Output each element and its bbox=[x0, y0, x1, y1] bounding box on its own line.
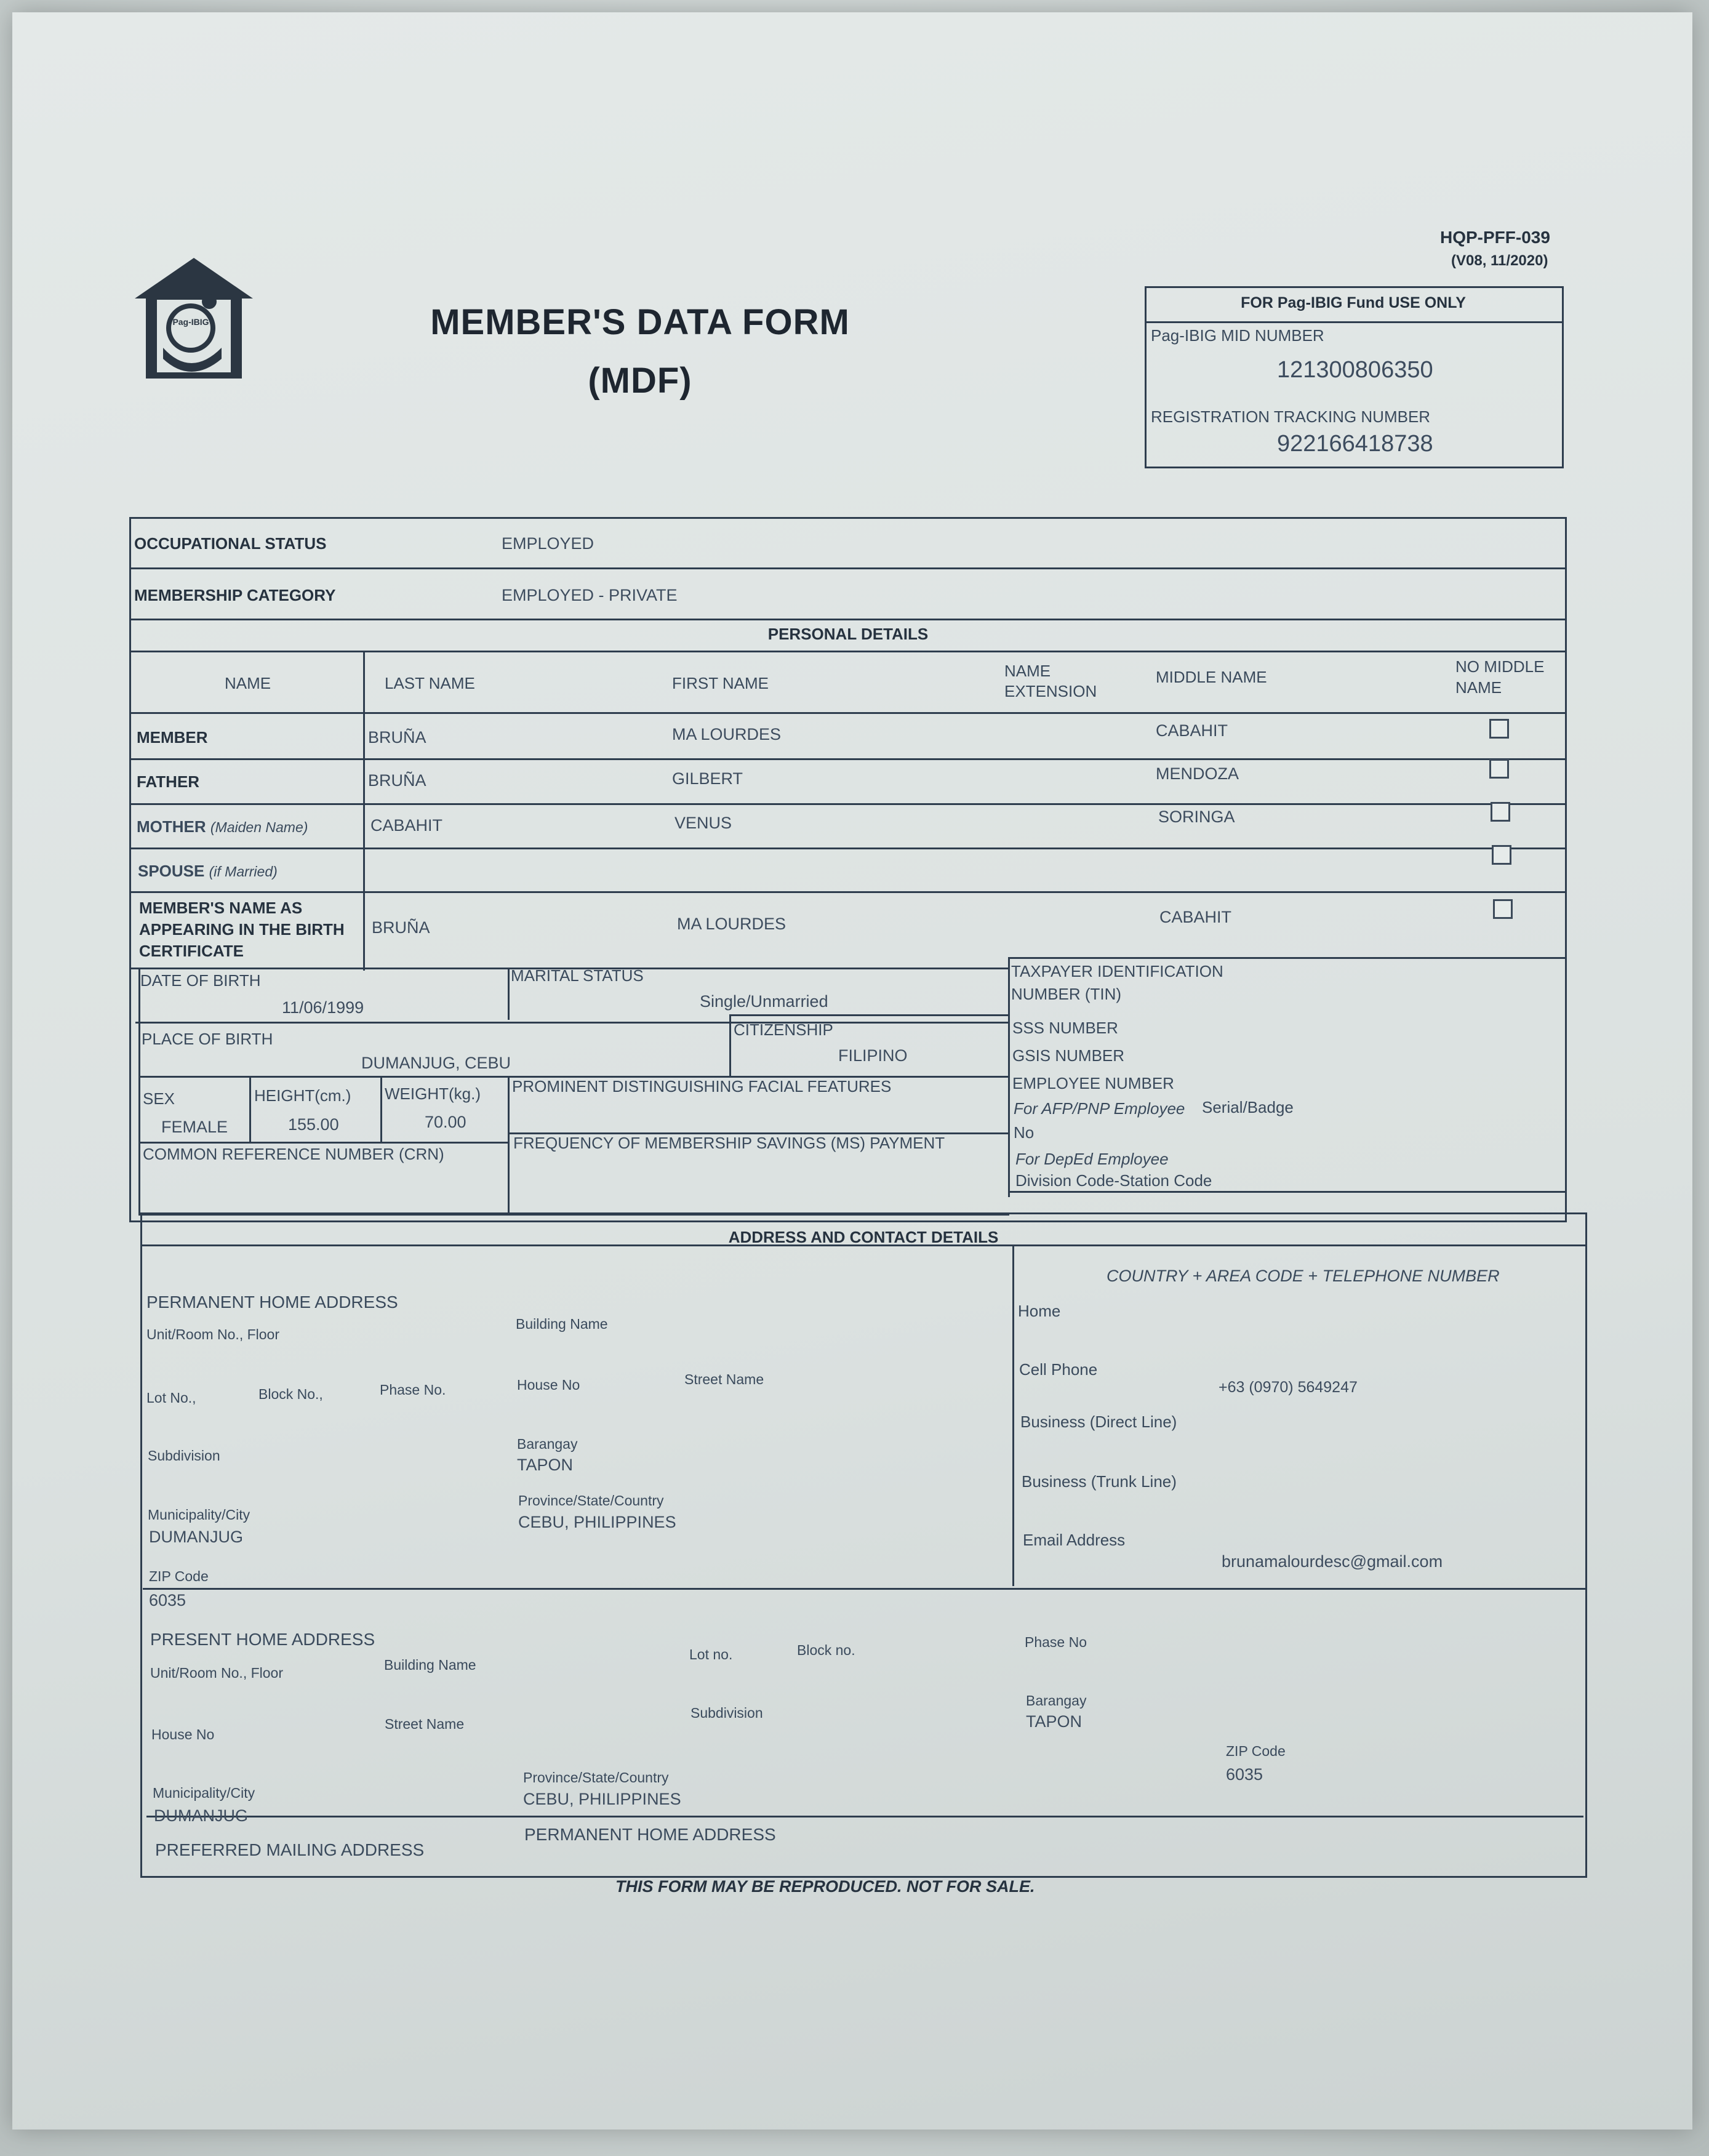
spouse-label: SPOUSE bbox=[138, 862, 205, 880]
pres-street-label: Street Name bbox=[385, 1716, 465, 1732]
form-code: HQP-PFF-039 bbox=[1440, 228, 1550, 247]
membership-category-label: MEMBERSHIP CATEGORY bbox=[134, 586, 336, 604]
father-middle-name: MENDOZA bbox=[1156, 764, 1239, 783]
perm-building-label: Building Name bbox=[516, 1316, 608, 1332]
afp-pnp-label: For AFP/PNP Employee bbox=[1014, 1099, 1185, 1118]
col-middle-name: MIDDLE NAME bbox=[1156, 668, 1267, 686]
business-direct-label: Business (Direct Line) bbox=[1020, 1413, 1177, 1431]
col-name: NAME bbox=[225, 674, 271, 692]
col-no-middle-1: NO MIDDLE bbox=[1455, 657, 1545, 676]
email-value: brunamalourdesc@gmail.com bbox=[1222, 1552, 1443, 1571]
row-member-label: MEMBER bbox=[137, 728, 208, 747]
perm-zip-label: ZIP Code bbox=[149, 1568, 209, 1584]
business-trunk-label: Business (Trunk Line) bbox=[1022, 1472, 1177, 1491]
pres-lot-label: Lot no. bbox=[689, 1646, 733, 1662]
father-no-middle-checkbox[interactable] bbox=[1489, 759, 1509, 779]
perm-barangay-label: Barangay bbox=[517, 1436, 578, 1452]
occupational-status-label: OCCUPATIONAL STATUS bbox=[134, 534, 327, 553]
marital-label: MARITAL STATUS bbox=[511, 966, 644, 985]
col-last-name: LAST NAME bbox=[385, 674, 475, 692]
mid-value: 121300806350 bbox=[1277, 357, 1433, 383]
pres-province-label: Province/State/Country bbox=[523, 1769, 669, 1785]
mother-no-middle-checkbox[interactable] bbox=[1491, 802, 1510, 822]
logo-text: Pag-IBIG bbox=[172, 317, 209, 327]
mother-last-name: CABAHIT bbox=[370, 816, 443, 835]
home-phone-label: Home bbox=[1018, 1302, 1061, 1320]
membership-category-value: EMPLOYED - PRIVATE bbox=[502, 586, 678, 604]
form-version: (V08, 11/2020) bbox=[1451, 252, 1548, 269]
mother-middle-name: SORINGA bbox=[1158, 807, 1235, 826]
height-label: HEIGHT(cm.) bbox=[254, 1086, 351, 1105]
tin-label-1: TAXPAYER IDENTIFICATION bbox=[1011, 962, 1223, 980]
perm-unit-label: Unit/Room No., Floor bbox=[146, 1326, 280, 1342]
frequency-label: FREQUENCY OF MEMBERSHIP SAVINGS (MS) PAYMENT bbox=[513, 1134, 945, 1152]
pres-barangay-value: TAPON bbox=[1026, 1712, 1083, 1731]
afp-pnp-label-2: Serial/Badge bbox=[1202, 1098, 1294, 1116]
pob-label: PLACE OF BIRTH bbox=[142, 1030, 273, 1048]
father-last-name: BRUÑA bbox=[368, 771, 426, 790]
present-address-label: PRESENT HOME ADDRESS bbox=[150, 1630, 375, 1649]
mother-first-name: VENUS bbox=[674, 814, 732, 832]
father-first-name: GILBERT bbox=[672, 769, 743, 788]
afp-pnp-label-3: No bbox=[1014, 1123, 1035, 1142]
pres-barangay-label: Barangay bbox=[1026, 1693, 1087, 1709]
office-use-header: FOR Pag-IBIG Fund USE ONLY bbox=[1241, 294, 1466, 311]
perm-municipality-label: Municipality/City bbox=[148, 1507, 250, 1523]
pres-zip-label: ZIP Code bbox=[1226, 1743, 1286, 1759]
member-first-name: MA LOURDES bbox=[672, 725, 782, 743]
perm-province-value: CEBU, PHILIPPINES bbox=[518, 1513, 676, 1531]
perm-lot-label: Lot No., bbox=[146, 1390, 196, 1406]
mother-label-note: (Maiden Name) bbox=[210, 819, 308, 835]
pag-ibig-logo bbox=[132, 255, 255, 385]
pres-unit-label: Unit/Room No., Floor bbox=[150, 1665, 284, 1681]
citizenship-value: FILIPINO bbox=[838, 1046, 908, 1065]
citizenship-label: CITIZENSHIP bbox=[734, 1020, 833, 1039]
sex-value: FEMALE bbox=[161, 1118, 228, 1136]
perm-barangay-value: TAPON bbox=[517, 1456, 574, 1474]
birth-cert-label-3: CERTIFICATE bbox=[139, 942, 244, 960]
mailing-address-label: PREFERRED MAILING ADDRESS bbox=[155, 1840, 425, 1859]
employee-number-label: EMPLOYEE NUMBER bbox=[1012, 1074, 1174, 1092]
pres-municipality-label: Municipality/City bbox=[153, 1785, 255, 1801]
member-last-name: BRUÑA bbox=[368, 728, 426, 747]
birth-cert-label-2: APPEARING IN THE BIRTH bbox=[139, 920, 345, 939]
dob-value: 11/06/1999 bbox=[282, 998, 364, 1017]
pres-building-label: Building Name bbox=[384, 1657, 476, 1673]
member-no-middle-checkbox[interactable] bbox=[1489, 719, 1509, 739]
col-first-name: FIRST NAME bbox=[672, 674, 769, 692]
mailing-address-value: PERMANENT HOME ADDRESS bbox=[524, 1825, 776, 1844]
deped-label: For DepEd Employee bbox=[1015, 1150, 1169, 1168]
cell-phone-label: Cell Phone bbox=[1019, 1360, 1098, 1379]
perm-house-label: House No bbox=[517, 1377, 580, 1393]
perm-municipality-value: DUMANJUG bbox=[149, 1528, 243, 1546]
marital-value: Single/Unmarried bbox=[700, 992, 828, 1011]
contact-header: COUNTRY + AREA CODE + TELEPHONE NUMBER bbox=[1107, 1267, 1500, 1285]
col-ext-2: EXTENSION bbox=[1004, 682, 1097, 700]
address-header: ADDRESS AND CONTACT DETAILS bbox=[728, 1228, 999, 1246]
birth-cert-first-name: MA LOURDES bbox=[677, 915, 786, 933]
row-father-label: FATHER bbox=[137, 772, 200, 791]
pres-subdivision-label: Subdivision bbox=[690, 1705, 763, 1721]
perm-street-label: Street Name bbox=[684, 1371, 764, 1387]
personal-section bbox=[129, 517, 1567, 1222]
perm-phase-label: Phase No. bbox=[380, 1382, 446, 1398]
birth-cert-no-middle-checkbox[interactable] bbox=[1493, 899, 1513, 919]
rtn-value: 922166418738 bbox=[1277, 431, 1433, 457]
weight-value: 70.00 bbox=[425, 1113, 466, 1131]
perm-block-label: Block No., bbox=[258, 1386, 323, 1402]
crn-label: COMMON REFERENCE NUMBER (CRN) bbox=[143, 1145, 444, 1163]
rtn-label: REGISTRATION TRACKING NUMBER bbox=[1151, 407, 1431, 426]
sex-label: SEX bbox=[143, 1089, 175, 1108]
sss-label: SSS NUMBER bbox=[1012, 1019, 1118, 1037]
deped-label-2: Division Code-Station Code bbox=[1015, 1171, 1212, 1190]
perm-zip-value: 6035 bbox=[149, 1591, 186, 1609]
weight-label: WEIGHT(kg.) bbox=[385, 1084, 481, 1103]
dob-label: DATE OF BIRTH bbox=[140, 971, 261, 990]
cell-phone-value: +63 (0970) 5649247 bbox=[1219, 1379, 1358, 1396]
pres-municipality-value: DUMANJUG bbox=[154, 1806, 248, 1825]
tin-label-2: NUMBER (TIN) bbox=[1011, 985, 1122, 1003]
features-label: PROMINENT DISTINGUISHING FACIAL FEATURES bbox=[512, 1077, 892, 1096]
pres-phase-label: Phase No bbox=[1025, 1634, 1087, 1650]
row-spouse-label bbox=[138, 862, 278, 881]
gsis-label: GSIS NUMBER bbox=[1012, 1046, 1125, 1065]
mother-label: MOTHER bbox=[137, 817, 206, 836]
permanent-address-label: PERMANENT HOME ADDRESS bbox=[146, 1292, 398, 1312]
page-subtitle: (MDF) bbox=[588, 361, 692, 401]
birth-cert-last-name: BRUÑA bbox=[372, 918, 430, 937]
col-no-middle-2: NAME bbox=[1455, 678, 1502, 697]
address-section bbox=[140, 1212, 1587, 1878]
email-label: Email Address bbox=[1023, 1531, 1126, 1549]
perm-subdivision-label: Subdivision bbox=[148, 1448, 220, 1464]
occupational-status-value: EMPLOYED bbox=[502, 534, 594, 553]
perm-province-label: Province/State/Country bbox=[518, 1493, 664, 1509]
member-middle-name: CABAHIT bbox=[1156, 721, 1228, 740]
col-ext-1: NAME bbox=[1004, 662, 1051, 680]
birth-cert-middle-name: CABAHIT bbox=[1159, 908, 1232, 926]
row-mother-label bbox=[137, 817, 308, 836]
pres-province-value: CEBU, PHILIPPINES bbox=[523, 1790, 681, 1808]
page-title: MEMBER'S DATA FORM bbox=[430, 302, 850, 342]
pob-value: DUMANJUG, CEBU bbox=[361, 1054, 511, 1072]
pres-house-label: House No bbox=[151, 1726, 215, 1742]
pres-zip-value: 6035 bbox=[1226, 1765, 1263, 1784]
spouse-label-note: (if Married) bbox=[209, 864, 278, 880]
pres-block-label: Block no. bbox=[797, 1642, 855, 1658]
mid-label: Pag-IBIG MID NUMBER bbox=[1151, 326, 1324, 345]
birth-cert-label-1: MEMBER'S NAME AS bbox=[139, 899, 303, 917]
personal-details-header: PERSONAL DETAILS bbox=[767, 625, 929, 643]
footer-note: THIS FORM MAY BE REPRODUCED. NOT FOR SALE. bbox=[615, 1877, 1035, 1896]
height-value: 155.00 bbox=[288, 1115, 339, 1134]
spouse-no-middle-checkbox[interactable] bbox=[1492, 845, 1511, 865]
